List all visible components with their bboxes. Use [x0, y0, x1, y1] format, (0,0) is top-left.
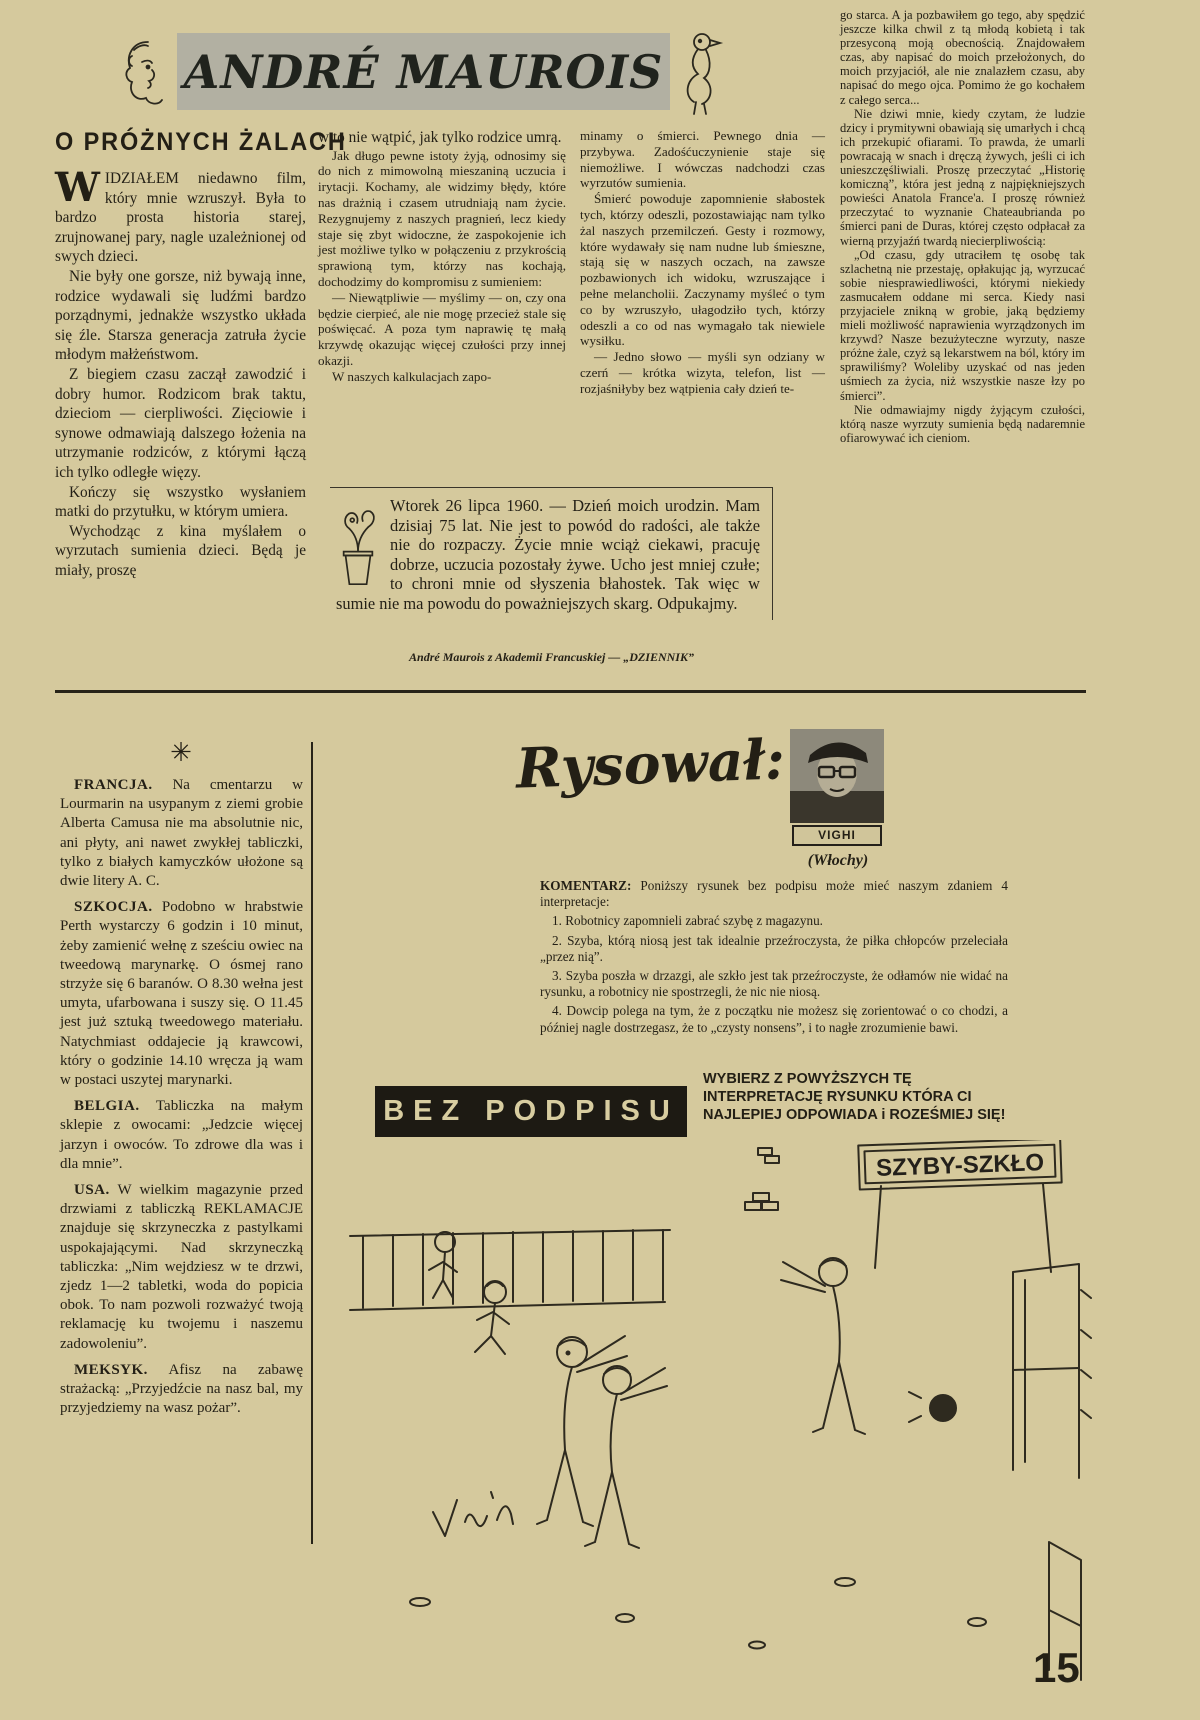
article-heading: O PRÓŻNYCH ŻALACH [55, 128, 347, 156]
short-item: SZKOCJA. Podobno w hrabstwie Perth wystarczy 6 godzin i 10 minut, żeby zamienić wełnę z sześciu owiec na tweedową marynarkę. O ósmej rano strzyże się 6 baranów. O 8.30 wełna jest umyta, ufarbowana i suszy się. O 11.45 jest już sztuką tweedowego materiału. Natychmiast oddajecie ją krawcowi, który o godzinie 14.10 wręcza ją wam w postaci uszytej marynarki. [60, 899, 303, 1089]
cartoon-worker-2 [585, 1366, 667, 1548]
doodle-face-icon [118, 36, 178, 115]
short-item: MEKSYK. Afisz na zabawę strażacką: „Przyjedźcie na nasz bal, my przyjedziemy na wasz pożar”. [60, 1361, 303, 1417]
bez-podpisu-box: BEZ PODPISU [375, 1086, 687, 1137]
flower-pot-icon [336, 498, 380, 590]
article-column-1 [55, 164, 306, 580]
page-number: 15 [1033, 1644, 1080, 1691]
section-divider [55, 690, 1086, 693]
cartoon-worker-3 [781, 1258, 865, 1434]
article-column-3 [580, 128, 825, 397]
cartoon-kid-2 [475, 1281, 509, 1354]
drop-cap: W [55, 164, 100, 211]
asterisk-ornament: ✳ [170, 738, 192, 767]
cartoon-drawing [325, 1140, 1095, 1690]
short-item: USA. W wielkim magazynie przed drzwiami z tabliczką REKLAMACJE znajduje się skrzyneczka z pastylkami uspokajającymi. Nad skrzyneczką tabliczka: „Nim wejdziesz w te drzwi, zjedz 1—2 tabletki, woda do popicia obok. To nam pozwoli rozważyć twoją reklamację ku twojemu i naszemu zadowoleniu”. [60, 1182, 303, 1352]
paragraph: Kończy się wszystko wysłaniem matki do przytułku, w którym umiera. [55, 483, 306, 521]
wybierz-text: WYBIERZ Z POWYŻSZYCH TĘ INTERPRETACJĘ RYSUNKU KTÓRA CI NAJLEPIEJ ODPOWIADA i ROZEŚMIEJ SIĘ! [703, 1071, 1006, 1123]
article-column-4 [840, 8, 1085, 445]
paragraph: Śmierć powoduje zapomnienie słabostek tych, którzy odeszli, pozostawiając nam tylko żal naszych przemilczeń. Gesty i rozmowy, które wydawały się nam nudne lub śmieszne, stają się w naszych oczach, na zawsze pozbawionych ich widoku, wzruszające i pełne melancholii. Zaczynamy myśleć o tym co by wzruszyło, ułagodziło tych, którzy odeszli a co od nas wymagało tak niewiele wysiłku. [580, 191, 825, 349]
paragraph: W naszych kalkulacjach zapo- [332, 368, 492, 384]
komentarz-block [540, 878, 1008, 1039]
paragraph: go starca. A ja pozbawiłem go tego, aby spędzić jeszcze kilka chwil z tą młodą kobietą i tak przesyconą moją obecnością. Znajdowałem czas, aby napisać do moich przełożonych, do moich przyjaciół, ale nie znalazłem czasu, aby napisać do mego ojca. Pomimo że go kochałem z całego serca... [840, 8, 1085, 107]
rysowal-script: Rysował: [514, 726, 786, 801]
paragraph: Z biegiem czasu zaczął zawodzić i dobry humor. Rodzicom brak taktu, dzieciom — cierpliwości. Zięciowie i synowe odmawiają dalszego łożenia na utrzymanie rodziców, z którymi łączą ich tylko odległe więzy. [55, 365, 306, 481]
paragraph: w to nie wątpić, jak tylko rodzice umrą. [318, 129, 562, 146]
komentarz-intro: KOMENTARZ: Poniższy rysunek bez podpisu może mieć naszym zdaniem 4 interpretacje: [540, 878, 1009, 910]
artist-name-caption: VIGHI [792, 825, 882, 846]
paragraph: WIDZIAŁEM niedawno film, który mnie wzruszył. Była to bardzo prosta historia starej, zrujnowanej pary, nagle uzależnionej od swych dzieci. [55, 164, 306, 266]
komentarz-item: 4. Dowcip polega na tym, że z początku nie możesz się zorientować o co chodzi, a później nagle dostrzegasz, że to „czysty nonsens”, i to nagłe zrozumienie bawi. [540, 1003, 1008, 1035]
paragraph: minamy o śmierci. Pewnego dnia — przybywa. Zadośćuczynienie staje się niemożliwe. I wówczas nadchodzi czas wyrzutów sumienia. [580, 128, 825, 191]
diary-excerpt-box [330, 487, 773, 620]
cartoon-sign-text: SZYBY-SZKŁO [875, 1149, 1045, 1182]
short-item: FRANCJA. Na cmentarzu w Lourmarin na usypanym z ziemi grobie Alberta Camusa nie ma absolutnie nic, ani płyty, ani nawet zwykłej tabliczki, tylko z białych kamyczków ułożone są dwie litery A. C. [60, 777, 303, 890]
komentarz-item: 3. Szyba poszła w drzazgi, ale szkło jest tak przeźroczyste, że odłamów nie widać na rysunku, a robotnicy nie spostrzegli, że nic nie niosą. [540, 968, 1008, 1000]
article-author-title: ANDRÉ MAUROIS [183, 44, 664, 99]
brick-pile-icon [745, 1148, 779, 1210]
artist-photo [790, 729, 884, 823]
komentarz-item: 1. Robotnicy zapomnieli zabrać szybę z magazynu. [552, 913, 823, 929]
cartoon-ball-icon [909, 1392, 956, 1422]
article-column-2 [318, 128, 566, 385]
paragraph: Nie odmawiajmy nigdy żyjącym czułości, którą nasze wyrzuty sumienia będą nadaremnie ofiarowywać ich cieniom. [840, 402, 1085, 445]
cartoonist-signature-squiggle [433, 1492, 513, 1536]
diary-text: Wtorek 26 lipca 1960. — Dzień moich urodzin. Mam dzisiaj 75 lat. Nie jest to powód do radości, ale także nie do rozpaczy. Życie mnie wciąż ciekawi, pracuję dobrze, uczucia pozostały żywe. Ucho jest mniej czułe; to chroni mnie od słyszenia błahostek. Tak więc w sumie nie ma powodu do poważniejszych skarg. Odpukajmy. [336, 496, 760, 613]
short-item: BELGIA. Tabliczka na małym sklepie z owocami: „Jedzcie więcej jarzyn i owoców. To zdrowe dla was i dla mnie”. [60, 1098, 303, 1172]
paragraph: Wychodząc z kina myślałem o wyrzutach sumienia dzieci. Będą je miały, proszę [55, 522, 306, 579]
doodle-bird-icon [672, 30, 724, 121]
paragraph: „Od czasu, gdy utraciłem tę osobę tak szlachetną nie przestaję, opłakując ją, wyrzucać sobie niesprawiedliwości, którymi niekiedy zasmucałem oddane mi serca. Kiedy nasi przyjaciele znikną w grobie, jaką będziemy mieli możliwość naprawienia wyrządzonych im krzywd? Nasze bezużyteczne wyrzuty, nasze próżne żale, czyż są lekarstwem na ból, który im sprawiliśmy? Woleliby uzyskać od nas jeden uśmiech za życia, niż wszystkie nasze łzy po śmierci”. [840, 247, 1085, 403]
paragraph: Nie dziwi mnie, kiedy czytam, że ludzie dzicy i prymitywni obawiają się umarłych i chcą ich przekupić ofiarami. To prawda, że umarli powracają w snach i dręczą żywych, jeśli ci ich unieszczęśliwiali. Proszę przeczytać „Historię komiczną”, która jest jedną z najpiękniejszych powieści Anatola France'a. I proszę również przeczytać to wyznanie Chateaubrianda po śmierci pani de Duras, której często odpłacał za wierną przyjaźń twardą niecierpliwością: [840, 106, 1085, 248]
artist-country: (Włochy) [807, 852, 869, 869]
news-shorts-column [60, 776, 303, 1426]
column-rule [311, 742, 313, 1544]
paragraph: Jak długo pewne istoty żyją, odnosimy się do nich z mimowolną mieszaniną uczucia i irytacji. Kochamy, ale widzimy błędy, które nas drażnią i czasem utrudniają nam życie. Rezygnujemy z naszych pragnień, lecz kiedy staje się zbyt widoczne, że zaspokojenie ich jest możliwe tylko w połączeniu z przykrością sprawioną tym, którzy nas kochają, dochodzimy do kompromisu z sumieniem: [318, 147, 566, 289]
cartoon-worker-1 [537, 1336, 627, 1526]
article-attribution: André Maurois z Akademii Francuskiej — „DZIENNIK” [409, 650, 694, 664]
paragraph: Nie były one gorsze, niż bywają inne, rodzice wydawali się ludźmi bardzo porządnymi, jednakże wszystko układa się źle. Starsza generacja zatruła życie młodym małżeństwom. [55, 267, 306, 364]
paragraph: — Jedno słowo — myśli syn odziany w czerń — krótka wizyta, telefon, list — rozjaśniłyby bez wątpienia cały dzień te- [580, 349, 825, 396]
komentarz-item: 2. Szyba, którą niosą jest tak idealnie przeźroczysta, że piłka chłopców przeleciała „przez nią”. [540, 932, 1008, 964]
paragraph: — Niewątpliwie — myślimy — on, czy ona będzie cierpieć, ale nie mogę przecież stale się poświęcać. A poza tym naprawię tę małą krzywdę okazując więcej czułości przy innej okazji. [318, 289, 566, 368]
article-title-banner [177, 33, 670, 110]
